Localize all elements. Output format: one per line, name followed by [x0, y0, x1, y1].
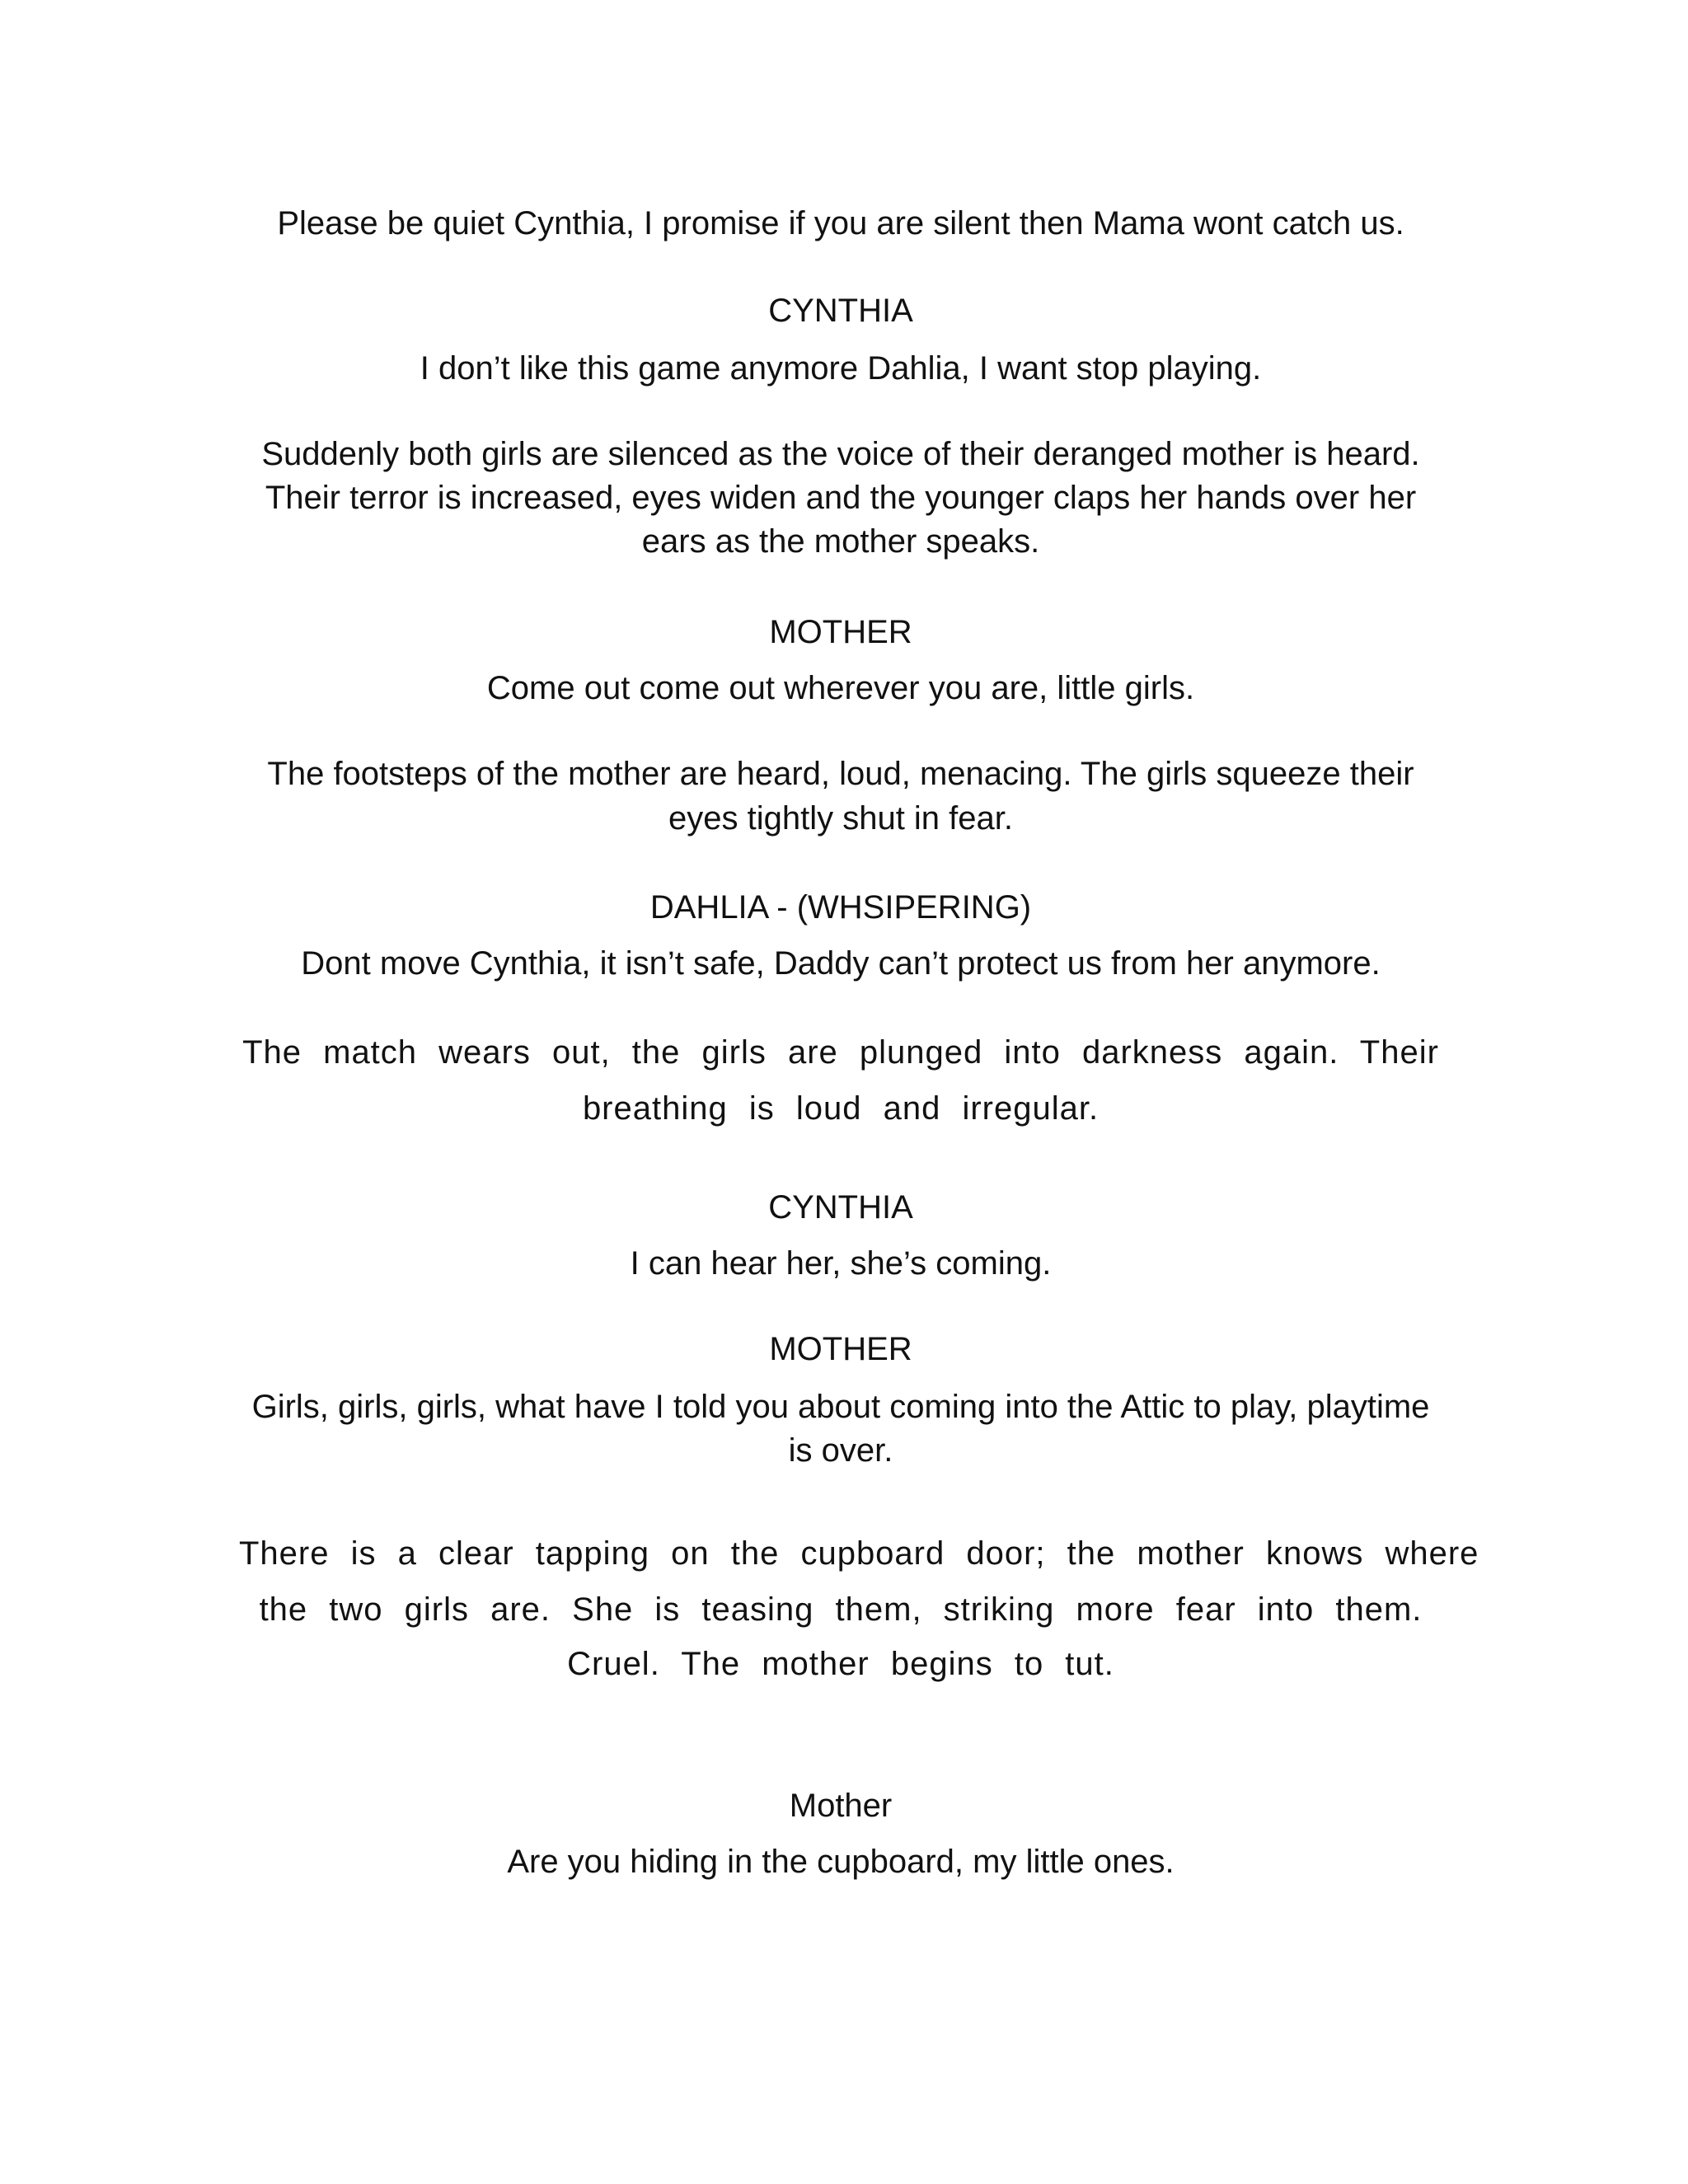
action-line: the two girls are. She is teasing them, striking more fear into them. [259, 1591, 1423, 1628]
character-name: MOTHER [769, 614, 912, 650]
action-line: ears as the mother speaks. [641, 523, 1040, 560]
action-line: Cruel. The mother begins to tut. [567, 1646, 1114, 1682]
action-line: breathing is loud and irregular. [582, 1090, 1100, 1127]
character-name: MOTHER [769, 1331, 912, 1367]
dialogue-line: Girls, girls, girls, what have I told you about coming into the Attic to play, playtime [251, 1389, 1430, 1425]
action-line: The footsteps of the mother are heard, loud, menacing. The girls squeeze their [267, 756, 1414, 792]
dialogue-line: Dont move Cynthia, it isn’t safe, Daddy can’t protect us from her anymore. [301, 945, 1381, 982]
action-line: Their terror is increased, eyes widen and the younger claps her hands over her [265, 480, 1417, 516]
dialogue-line: Please be quiet Cynthia, I promise if you are silent then Mama wont catch us. [277, 205, 1404, 241]
dialogue-line: I can hear her, she’s coming. [630, 1245, 1052, 1282]
character-name: Mother [789, 1788, 893, 1824]
action-line: Suddenly both girls are silenced as the voice of their deranged mother is heard. [261, 436, 1420, 472]
character-name: DAHLIA - (WHSIPERING) [649, 889, 1032, 926]
dialogue-line: Are you hiding in the cupboard, my little ones. [507, 1844, 1175, 1880]
action-line: There is a clear tapping on the cupboard door; the mother knows where [239, 1535, 1479, 1572]
character-name: CYNTHIA [768, 293, 913, 329]
action-line: The match wears out, the girls are plunged into darkness again. Their [242, 1034, 1439, 1071]
dialogue-line: I don’t like this game anymore Dahlia, I want stop playing. [420, 350, 1262, 387]
action-line: eyes tightly shut in fear. [668, 800, 1013, 837]
character-name: CYNTHIA [768, 1189, 913, 1226]
dialogue-line: is over. [788, 1432, 893, 1469]
dialogue-line: Come out come out wherever you are, little girls. [486, 670, 1195, 706]
